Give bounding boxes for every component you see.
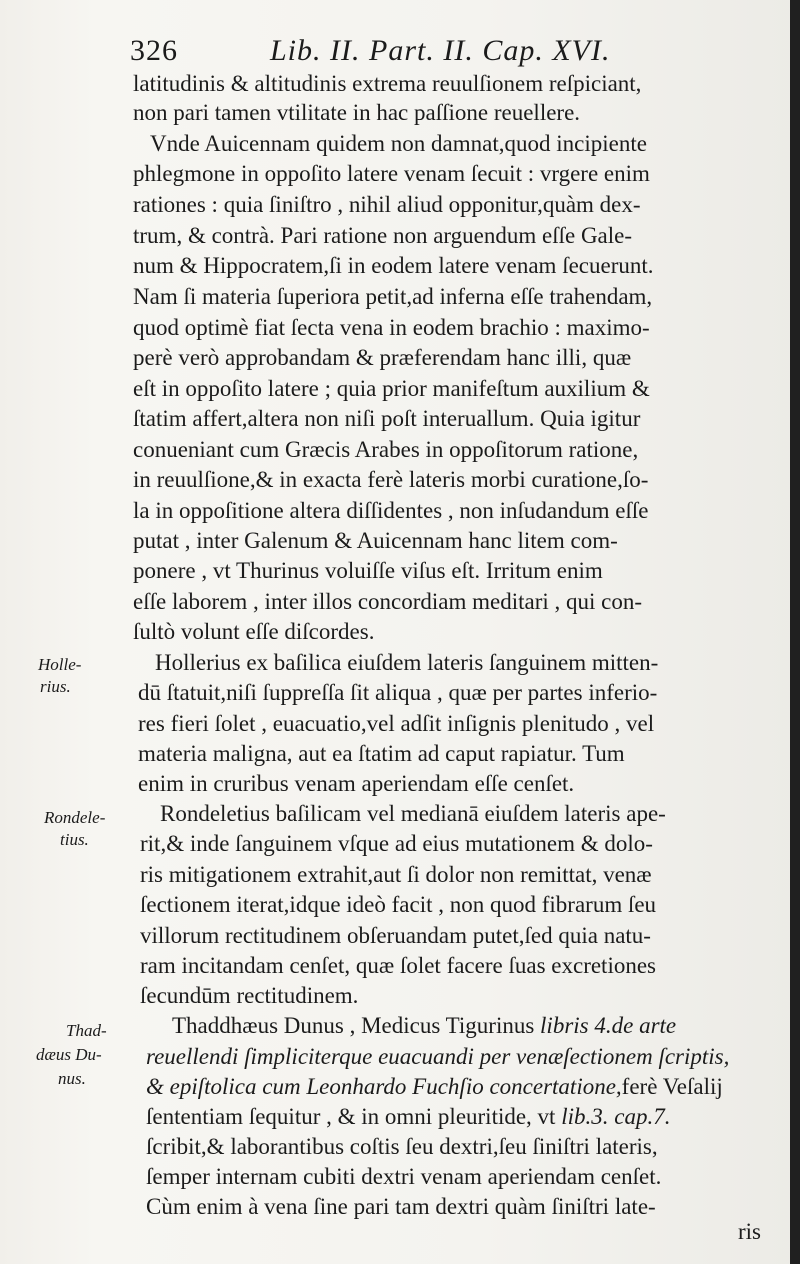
text-line: villorum rectitudinem obſeruandam putet,ſed quia natu-: [140, 923, 651, 948]
text-line: num & Hippocratem,ſi in eodem latere venam ſecuerunt.: [133, 253, 654, 278]
text-line: ponere , vt Thurinus voluiſſe viſus eſt. Irritum enim: [133, 558, 603, 583]
text-line: ſemper internam cubiti dextri venam aperiendam cenſet.: [146, 1164, 662, 1189]
text-line: ſtatim affert,altera non niſi poſt interuallum. Quia igitur: [133, 406, 641, 431]
text-line: [146, 1073, 723, 1101]
text-line: latitudinis & altitudinis extrema reuulſionem reſpiciant,: [133, 71, 642, 96]
text-line: [172, 1012, 676, 1040]
italic-text: reuellendi ſimpliciterque euacuandi per venæſectionem ſcriptis,: [146, 1044, 730, 1069]
text-line: rationes : quia ſiniſtro , nihil aliud opponitur,quàm dex-: [133, 192, 641, 217]
text-line: Cùm enim à vena ſine pari tam dextri quàm ſiniſtri late-: [146, 1194, 656, 1219]
text-line: conueniant cum Græcis Arabes in oppoſitorum ratione,: [133, 437, 639, 462]
text-line: ris: [738, 1219, 761, 1244]
text-line: ris mitigationem extrahit,aut ſi dolor non remittat, venæ: [140, 862, 652, 887]
italic-reference: libris 4.de arte: [540, 1013, 677, 1038]
italic-text: & epiſtolica cum Leonhardo Fuchſio concertatione,: [146, 1074, 622, 1099]
text-line: phlegmone in oppoſito latere venam ſecuit : vrgere enim: [133, 161, 650, 186]
text-line: materia maligna, aut ea ſtatim ad caput rapiatur. Tum: [138, 741, 625, 766]
text-line: dū ſtatuit,niſi ſuppreſſa ſit aliqua , quæ per partes inferio-: [138, 680, 658, 705]
text-line: perè verò approbandam & præferendam hanc illi, quæ: [133, 345, 632, 370]
text-line: ram incitandam cenſet, quæ ſolet facere ſuas excretiones: [140, 953, 656, 978]
text-segment: ſententiam ſequitur , & in omni pleuritide, vt: [146, 1104, 556, 1129]
text-line: enim in cruribus venam aperiendam eſſe cenſet.: [138, 771, 575, 796]
margin-note-rondeletius: Rondele-: [44, 808, 106, 827]
italic-reference: lib.3. cap.7.: [561, 1104, 671, 1129]
text-line: res fieri ſolet , euacuatio,vel adſit inſignis plenitudo , vel: [138, 711, 655, 736]
text-line: Nam ſi materia ſuperiora petit,ad inferna eſſe trahendam,: [133, 284, 653, 309]
margin-note-hollerius: rius.: [40, 677, 71, 696]
margin-note-dunus: nus.: [58, 1069, 86, 1088]
text-line: [146, 1043, 729, 1071]
text-line: in reuulſione,& in exacta ferè lateris morbi curatione,ſo-: [133, 467, 649, 492]
margin-note-dunus: Thad-: [66, 1021, 107, 1040]
text-line: ſecundūm rectitudinem.: [140, 983, 359, 1008]
text-line: [146, 1103, 670, 1131]
margin-note-rondeletius: tius.: [60, 830, 89, 849]
text-line: quod optimè fiat ſecta vena in eodem brachio : maximo-: [133, 315, 650, 340]
text-line: Vnde Auicennam quidem non damnat,quod incipiente: [150, 131, 647, 156]
text-segment: ferè Veſalij: [621, 1074, 723, 1099]
text-line: Rondeletius baſilicam vel medianā eiuſdem lateris ape-: [160, 801, 666, 826]
text-line: trum, & contrà. Pari ratione non arguendum eſſe Gale-: [133, 223, 633, 248]
text-line: rit,& inde ſanguinem vſque ad eius mutationem & dolo-: [140, 831, 653, 856]
text-line: eſſe laborem , inter illos concordiam meditari , qui con-: [133, 589, 643, 614]
running-title: Lib. II. Part. II. Cap. XVI.: [270, 34, 611, 67]
text-segment: Thaddhæus Dunus , Medicus Tigurinus: [172, 1013, 535, 1038]
text-line: la in oppoſitione altera diſſidentes , non inſudandum eſſe: [133, 498, 649, 523]
text-line: putat , inter Galenum & Auicennam hanc litem com-: [133, 528, 618, 553]
text-line: ſectionem iterat,idque ideò facit , non quod fibrarum ſeu: [140, 892, 657, 917]
text-line: eſt in oppoſito latere ; quia prior manifeſtum auxilium &: [133, 376, 650, 401]
text-line: ſcribit,& laborantibus coſtis ſeu dextri,ſeu ſiniſtri lateris,: [146, 1134, 658, 1159]
text-line: non pari tamen vtilitate in hac paſſione reuellere.: [133, 100, 581, 125]
text-line: ſultò volunt eſſe diſcordes.: [133, 619, 375, 644]
margin-note-hollerius: Holle-: [38, 655, 82, 674]
page-number: 326: [130, 34, 178, 67]
margin-note-dunus: dæus Du-: [36, 1045, 102, 1064]
text-line: Hollerius ex baſilica eiuſdem lateris ſanguinem mitten-: [155, 650, 659, 675]
